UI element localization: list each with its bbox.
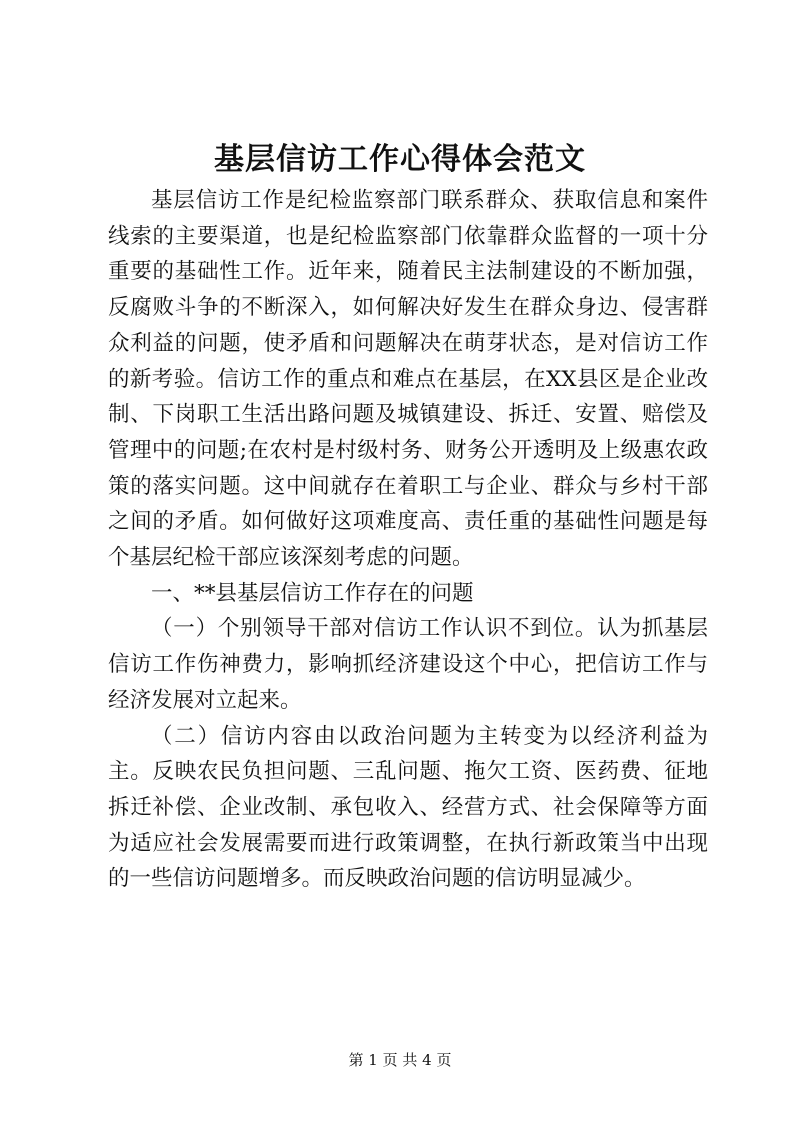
page-number-footer: 第 1 页 共 4 页 (348, 1051, 452, 1069)
document-body (108, 183, 708, 897)
intro-paragraph: 基层信访工作是纪检监察部门联系群众、获取信息和案件线索的主要渠道，也是纪检监察部门依靠群众监督的一项十分重要的基础性工作。近年来，随着民主法制建设的不断加强，反腐败斗争的不断深入，如何解决好发生在群众身边、侵害群众利益的问题，使矛盾和问题解决在萌芽状态，是对信访工作的新考验。信访工作的重点和难点在基层，在XX县区是企业改制、下岗职工生活出路问题及城镇建设、拆迁、安置、赔偿及管理中的问题;在农村是村级村务、财务公开透明及上级惠农政策的落实问题。这中间就存在着职工与企业、群众与乡村干部之间的矛盾。如何做好这项难度高、责任重的基础性问题是每个基层纪检干部应该深刻考虑的问题。 (108, 188, 708, 571)
document-title: 基层信访工作心得体会范文 (214, 142, 586, 177)
item-paragraph-1: （一）个别领导干部对信访工作认识不到位。认为抓基层信访工作伤神费力，影响抓经济建设这个中心，把信访工作与经济发展对立起来。 (108, 616, 708, 713)
section-heading: 一、**县基层信访工作存在的问题 (151, 580, 474, 606)
item-paragraph-2: （二）信访内容由以政治问题为主转变为以经济利益为主。反映农民负担问题、三乱问题、拖欠工资、医药费、征地拆迁补偿、企业改制、承包收入、经营方式、社会保障等方面为适应社会发展需要而进行政策调整，在执行新政策当中出现的一些信访问题增多。而反映政治问题的信访明显减少。 (108, 723, 708, 892)
